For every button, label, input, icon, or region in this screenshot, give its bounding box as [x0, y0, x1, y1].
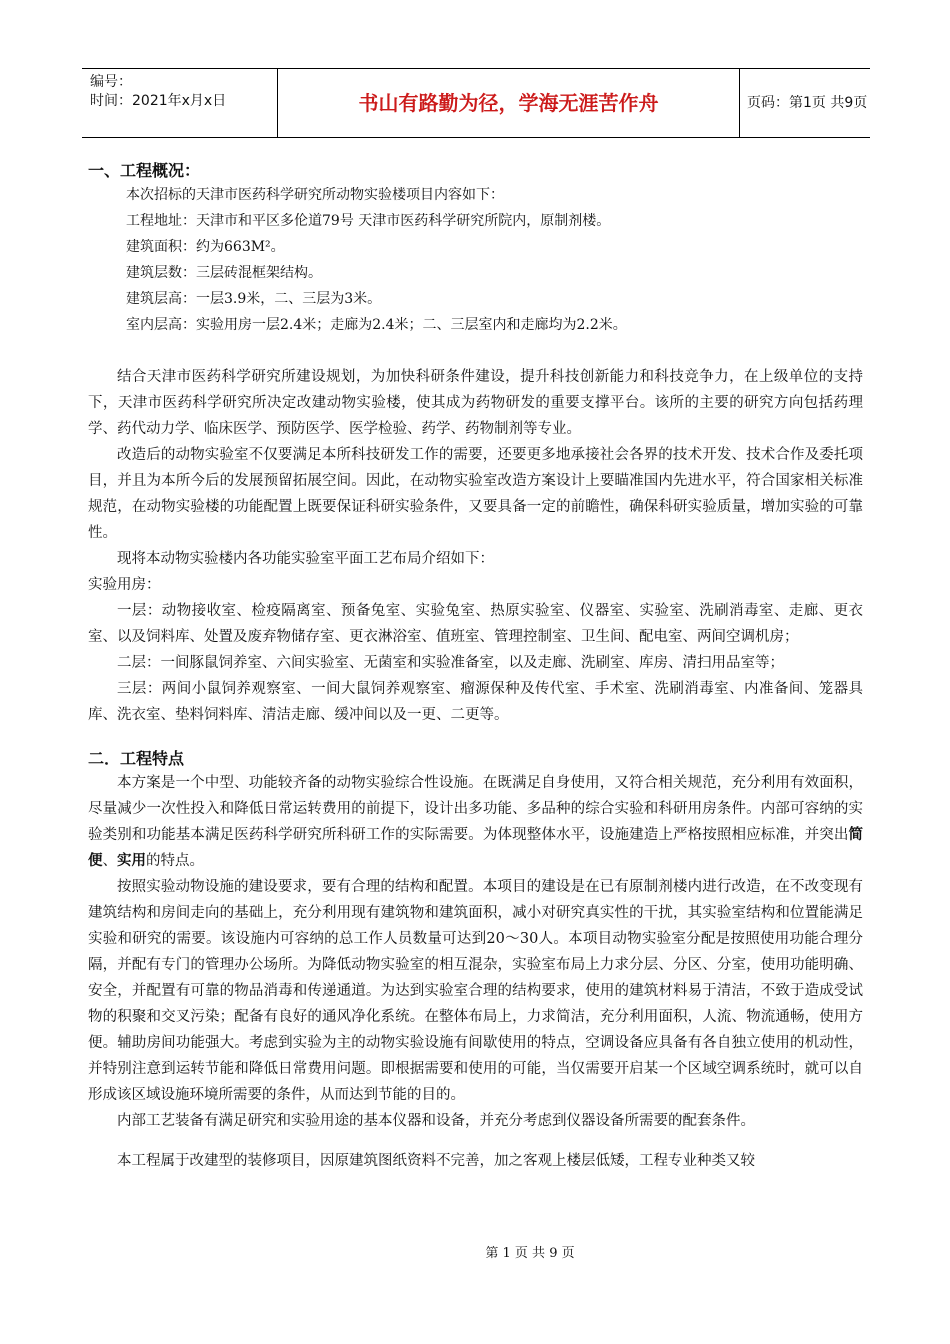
- page-footer: 第 1 页 共 9 页: [485, 1246, 575, 1261]
- info-room-height: 室内层高：实验用房一层2.4米；走廊为2.4米；二、三层室内和走廊均为2.2米。: [126, 317, 627, 333]
- paragraph: 本方案是一个中型、功能较齐备的动物实验综合性设施。在既满足自身使用，又符合相关规范，充分利用有效面积，尽量减少一次性投入和降低日常运转费用的前提下，设计出多功能、多品种的综合实验和科研用房条件。内部可容纳的实验类别和功能基本满足医药科学研究所科研工作的实际需要。为体现整体水平，设施建造上严格按照相应标准，并突出简便、实用的特点。: [88, 775, 863, 869]
- info-floors: 建筑层数：三层砖混框架结构。: [126, 265, 322, 281]
- info-floor-height: 建筑层高：一层3.9米，二、三层为3米。: [126, 291, 382, 307]
- floor3-rooms: 三层：两间小鼠饲养观察室、一间大鼠饲养观察室、瘤源保种及传代室、手术室、洗刷消毒室、内准备间、笼器具库、洗衣室、垫料饲料库、清洁走廊、缓冲间以及一更、二更等。: [88, 681, 863, 723]
- section2-title: 二．工程特点: [88, 749, 185, 768]
- header-page-number: 页码：第1页 共9页: [747, 95, 868, 111]
- emphasis-simple: 简便: [88, 826, 863, 869]
- paragraph: 按照实验动物设施的建设要求，要有合理的结构和配置。本项目的建设是在已有原制剂楼内进行改造，在不改变现有建筑结构和房间走向的基础上，充分利用现有建筑物和建筑面积，减小对研究真实性的干扰，其实验室结构和位置能满足实验和研究的需要。该设施内可容纳的总工作人员数量可达到20～30人。本项目动物实验室分配是按照使用功能合理分隔，并配有专门的管理办公场所。为降低动物实验室的相互混杂，实验室布局上力求分层、分区、分室，使用功能明确、安全，并配置有可靠的物品消毒和传递通道。为达到实验室合理的结构要求，使用的建筑材料易于清洁，不致于造成受试物的积聚和交叉污染；配备有良好的通风净化系统。在整体布局上，力求简洁，充分利用面积，人流、物流通畅，使用方便。辅助房间功能强大。考虑到实验为主的动物实验设施有间歇使用的特点，空调设备应具备有各自独立使用的机动性，并特别注意到运转节能和降低日常费用问题。即根据需要和使用的可能，当仅需要开启某一个区域空调系统时，就可以自形成该区域设施环境所需要的条件，从而达到节能的目的。: [88, 879, 863, 1103]
- info-address: 工程地址：天津市和平区多伦道79号 天津市医药科学研究所院内，原制剂楼。: [126, 213, 611, 229]
- section1-title: 一、工程概况：: [88, 161, 201, 180]
- paragraph: 内部工艺装备有满足研究和实验用途的基本仪器和设备，并充分考虑到仪器设备所需要的配套条件。: [117, 1113, 755, 1129]
- info-area: 建筑面积：约为663M²。: [126, 239, 285, 255]
- paragraph: 结合天津市医药科学研究所建设规划，为加快科研条件建设，提升科技创新能力和科技竞争力，在上级单位的支持下，天津市医药科学研究所决定改建动物实验楼，使其成为药物研发的重要支撑平台。该所的主要的研究方向包括药理学、药代动力学、临床医学、预防医学、医学检验、药学、药物制剂等专业。: [88, 369, 863, 437]
- floor1-rooms: 一层：动物接收室、检疫隔离室、预备兔室、实验兔室、热原实验室、仪器室、实验室、洗刷消毒室、走廊、更衣室、以及饲料库、处置及废弃物储存室、更衣淋浴室、值班室、管理控制室、卫生间、配电室、两间空调机房；: [88, 603, 863, 645]
- project-info: [88, 182, 863, 338]
- paragraph: 现将本动物实验楼内各功能实验室平面工艺布局介绍如下：: [117, 551, 494, 567]
- header-meta: [82, 69, 278, 137]
- paragraph: 本工程属于改建型的装修项目，因原建筑图纸资料不完善，加之客观上楼层低矮，工程专业种类又较: [117, 1153, 755, 1169]
- paragraph: 改造后的动物实验室不仅要满足本所科技研发工作的需要，还要更多地承接社会各界的技术开发、技术合作及委托项目，并且为本所今后的发展预留拓展空间。因此，在动物实验室改造方案设计上要瞄准国内先进水平，符合国家相关标准规范，在动物实验楼的功能配置上既要保证科研实验条件，又要具备一定的前瞻性，确保科研实验质量，增加实验的可靠性。: [88, 447, 863, 541]
- document-date: 时间：2021年x月x日: [90, 93, 227, 109]
- emphasis-practical: 实用: [117, 852, 146, 869]
- floor2-rooms: 二层：一间豚鼠饲养室、六间实验室、无菌室和实验准备室，以及走廊、洗刷室、库房、清扫用品室等；: [117, 655, 784, 671]
- rooms-label: 实验用房：: [88, 577, 161, 593]
- document-body: [88, 160, 863, 1174]
- header-motto: 书山有路勤为径，学海无涯苦作舟: [278, 69, 740, 137]
- project-intro: 本次招标的天津市医药科学研究所动物实验楼项目内容如下：: [126, 187, 504, 203]
- page-header: [82, 68, 870, 138]
- document-number: 编号：: [90, 74, 132, 90]
